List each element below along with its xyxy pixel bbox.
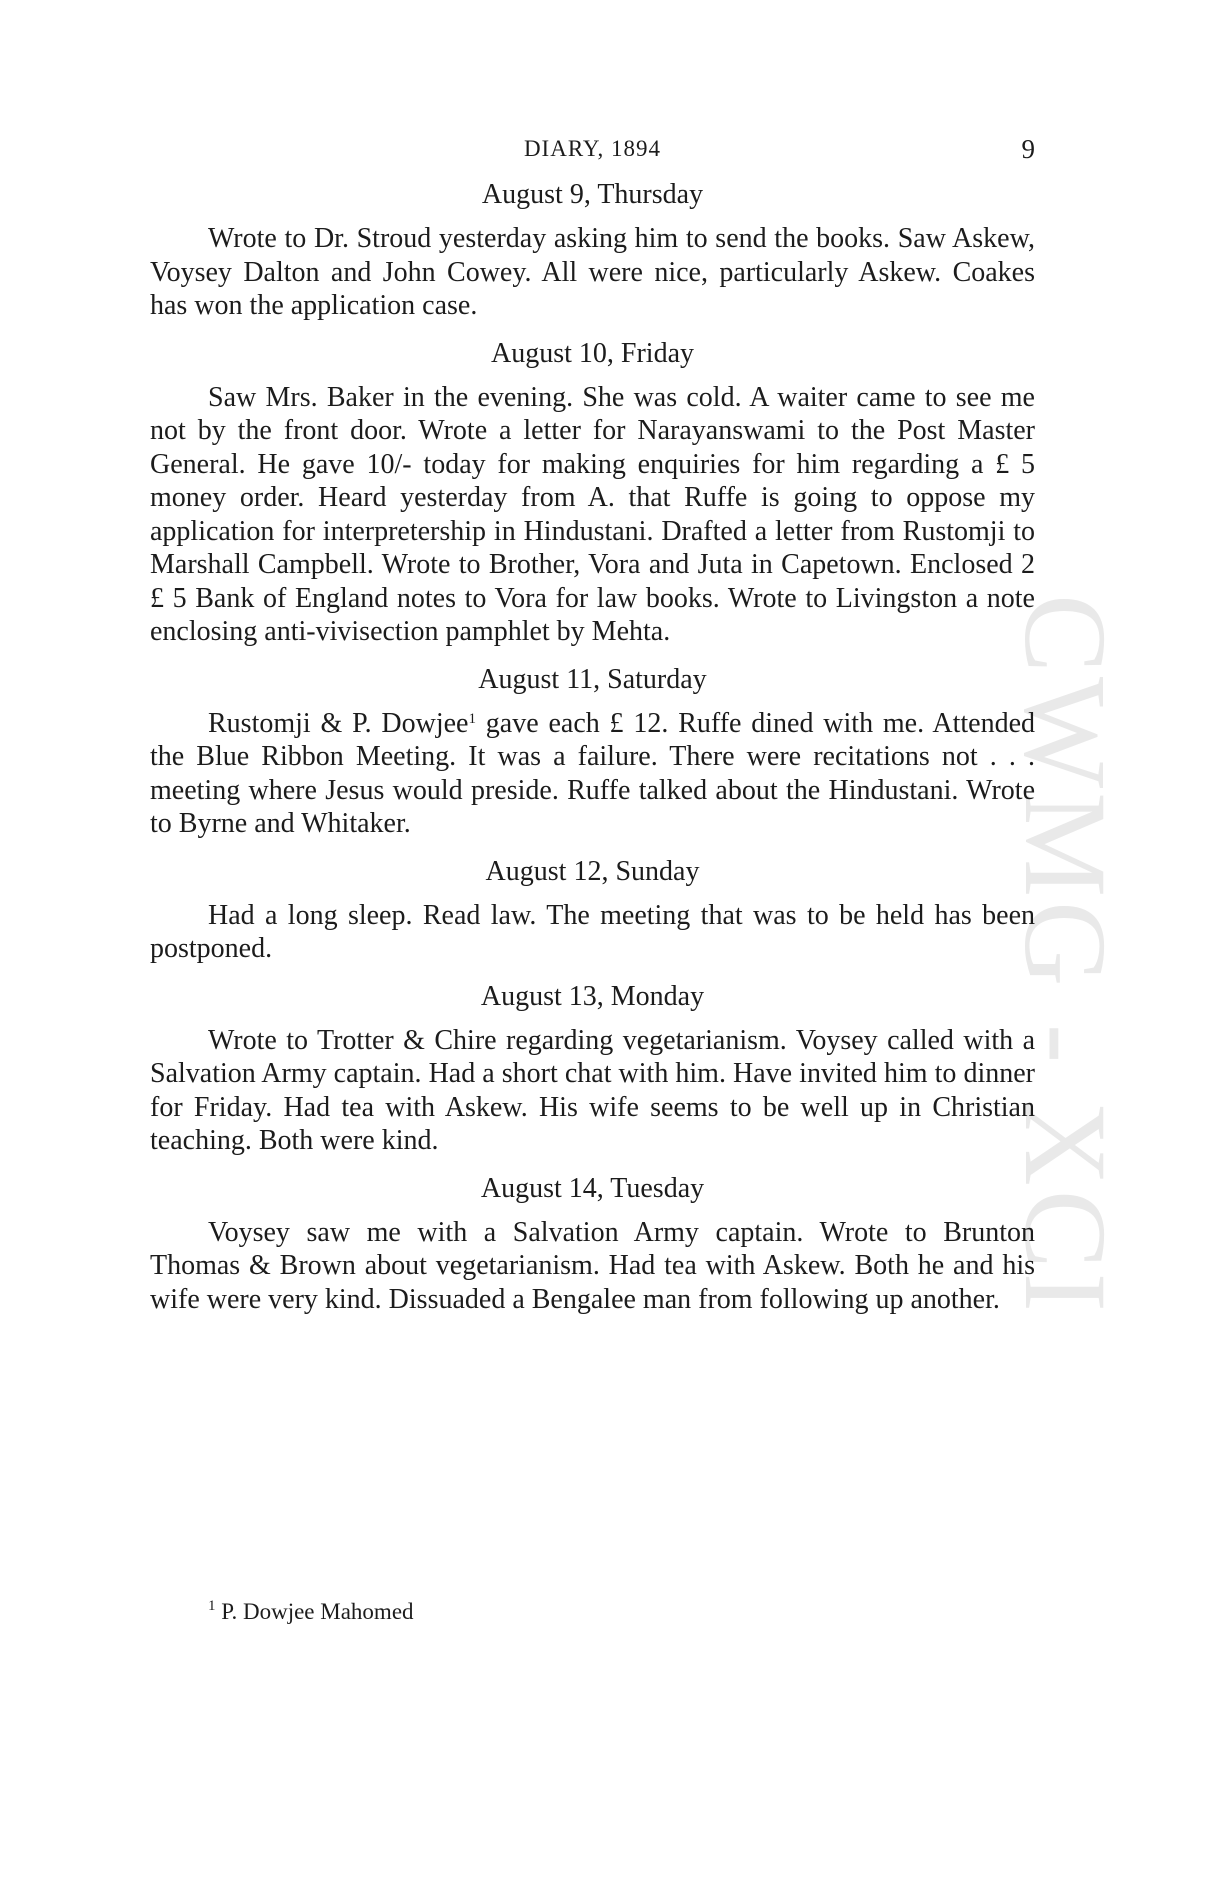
entry-paragraph (150, 707, 1035, 841)
diary-entry (150, 337, 1035, 649)
entry-paragraph: Wrote to Dr. Stroud yesterday asking him to send the books. Saw Askew, Voysey Dalton and John Cowey. All were nice, particularly Askew. Coakes has won the application case. (150, 223, 1035, 321)
entry-heading: August 13, Monday (480, 980, 705, 1012)
entry-heading: August 14, Tuesday (480, 1172, 705, 1204)
diary-body (150, 178, 1035, 1330)
footnote-reference[interactable]: 1 (468, 710, 476, 727)
page-number: 9 (1021, 134, 1035, 164)
entry-heading: August 10, Friday (491, 337, 694, 369)
entry-paragraph: Wrote to Trotter & Chire regarding vegetarianism. Voysey called with a Salvation Army captain. Had a short chat with him. Have invited him to dinner for Friday. Had tea with Askew. His wife seems to be well up in Christian teaching. Both were kind. (150, 1024, 1035, 1156)
running-title: DIARY, 1894 (523, 136, 662, 161)
entry-heading: August 9, Thursday (481, 179, 704, 210)
entry-paragraph: Saw Mrs. Baker in the evening. She was cold. A waiter came to see me not by the front door. Wrote a letter for Narayanswami to the Post Master General. He gave 10/- today for making enquiries for him regarding a £ 5 money order. Heard yesterday from A. that Ruffe is going to oppose my application for interpretership in Hindustani. Drafted a letter from Rustomji to Marshall Campbell. Wrote to Brother, Vora and Juta in Capetown. Enclosed 2 £ 5 Bank of England notes to Vora for law books. Wrote to Livingston a note enclosing anti-vivisection pamphlet by Mehta. (150, 381, 1035, 647)
watermark-text: CWMG - XCI (1000, 594, 1131, 1316)
entry-heading: August 12, Sunday (485, 855, 700, 887)
footnote-mark: 1 (208, 1598, 216, 1614)
entry-text: gave each £ 12. Ruffe dined with me. Attended the Blue Ribbon Meeting. It was a failure. There were recitations not . . . meeting where Jesus would preside. Ruffe talked about the Hindustani. Wrote to Byrne and Whitaker. (150, 707, 1035, 839)
running-head (150, 132, 1035, 166)
entry-heading: August 11, Saturday (478, 663, 707, 695)
footnote-text: P. Dowjee Mahomed (215, 1599, 414, 1624)
diary-entry (150, 1172, 1035, 1317)
entry-paragraph: Had a long sleep. Read law. The meeting that was to be held has been postponed. (150, 899, 1035, 964)
diary-entry (150, 178, 1035, 323)
footnote (208, 1597, 908, 1627)
entry-paragraph: Voysey saw me with a Salvation Army captain. Wrote to Brunton Thomas & Brown about vegetarianism. Had tea with Askew. Both he and his wife were very kind. Dissuaded a Bengalee man from following up another. (150, 1216, 1035, 1315)
diary-entry (150, 855, 1035, 966)
diary-entry (150, 663, 1035, 841)
entry-text: Rustomji & P. Dowjee (208, 707, 469, 739)
diary-entry (150, 980, 1035, 1158)
